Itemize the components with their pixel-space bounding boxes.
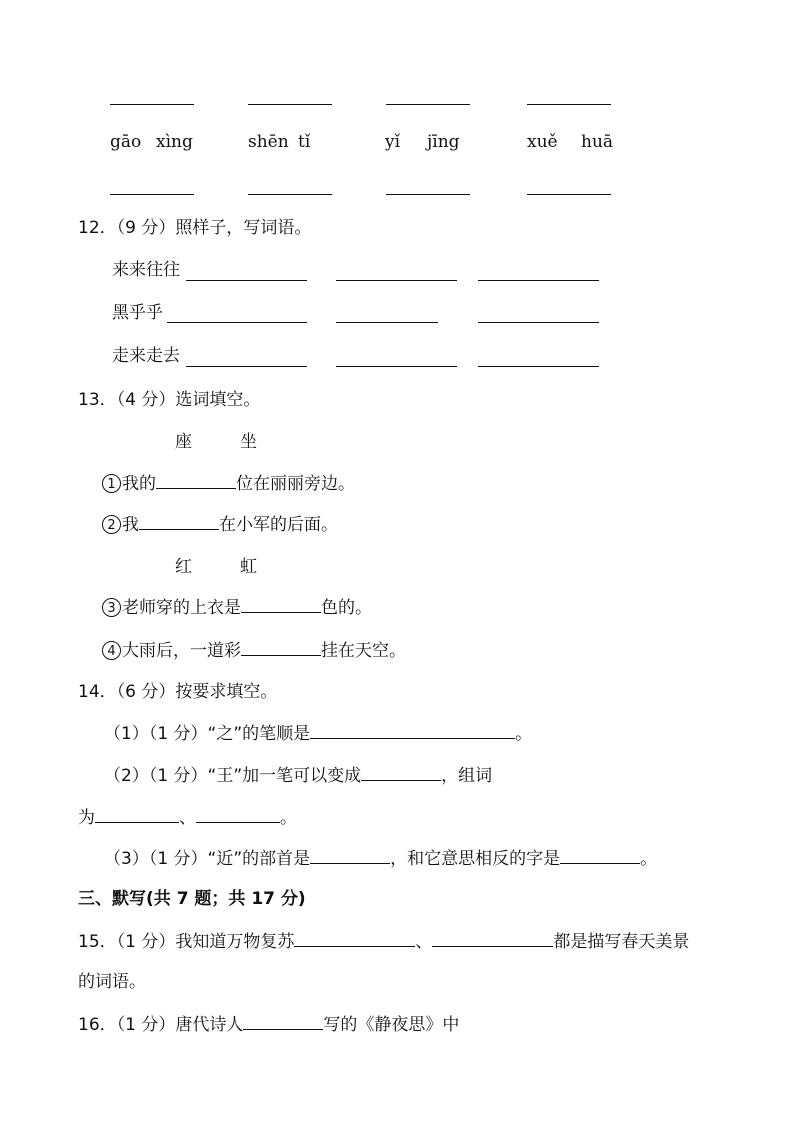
fill-item-4: 4 大雨后，一道彩 挂在天空。 <box>102 638 406 663</box>
pinyin-1-a: gāo <box>110 132 142 152</box>
answer-blank-top-1[interactable] <box>110 104 194 105</box>
question-number: 16． <box>78 1015 117 1035</box>
question-number: 14． <box>78 682 117 702</box>
sub-question-2: （2）（1 分）“王”加一笔可以变成 ，组词 <box>104 763 492 788</box>
answer-blank-pinyin-4[interactable] <box>527 194 611 195</box>
pinyin-2-b: tǐ <box>298 132 311 152</box>
answer-blank[interactable] <box>167 322 307 323</box>
question-score: （9 分） <box>116 218 176 238</box>
pinyin-4-a: xuě <box>527 132 558 152</box>
answer-blank[interactable] <box>243 1012 323 1030</box>
question-score: （1 分） <box>116 932 176 952</box>
answer-blank[interactable] <box>241 638 321 656</box>
example-word-3: 走来走去 <box>112 346 180 366</box>
answer-blank-top-2[interactable] <box>248 104 332 105</box>
word-choice: 座 <box>175 432 192 452</box>
question-14-heading <box>78 680 277 704</box>
question-score: （1 分） <box>116 1015 176 1035</box>
answer-blank[interactable] <box>336 322 438 323</box>
answer-blank[interactable] <box>361 763 441 781</box>
answer-blank[interactable] <box>241 595 321 613</box>
pinyin-3-b: jīng <box>427 132 460 152</box>
question-15: 15．（1 分）我知道万物复苏 、 都是描写春天美景 <box>78 929 689 954</box>
pinyin-2-a: shēn <box>248 132 289 152</box>
answer-blank-top-4[interactable] <box>527 104 611 105</box>
pinyin-1-b: xìng <box>156 132 193 152</box>
question-13-heading <box>78 388 260 412</box>
fill-item-1: 1 我的 位在丽丽旁边。 <box>102 471 355 496</box>
question-prompt: 按要求填空。 <box>175 682 278 702</box>
example-word-1: 来来往往 <box>112 260 180 280</box>
sub-question-3: （3）（1 分）“近”的部首是 ，和它意思相反的字是 。 <box>104 846 657 871</box>
fill-item-2: 2 我 在小军的后面。 <box>102 512 338 537</box>
answer-blank[interactable] <box>186 280 307 281</box>
question-number: 15． <box>78 932 117 952</box>
question-16: 16．（1 分）唐代诗人 写的《静夜思》中 <box>78 1012 459 1037</box>
section-title: 三、默写(共 7 题；共 17 分) <box>78 889 306 909</box>
word-choice: 坐 <box>240 432 257 452</box>
answer-blank-pinyin-3[interactable] <box>386 194 470 195</box>
circled-number: 4 <box>102 641 121 660</box>
example-word-2: 黑乎乎 <box>112 303 163 323</box>
question-prompt: 照样子，写词语。 <box>175 218 312 238</box>
answer-blank[interactable] <box>294 929 415 947</box>
pinyin-3-a: yǐ <box>385 132 401 152</box>
question-15-continued: 的词语。 <box>78 972 146 992</box>
answer-blank[interactable] <box>310 846 390 864</box>
pinyin-4-b: huā <box>581 132 614 152</box>
answer-blank[interactable] <box>95 805 179 823</box>
sub-question-1: （1）（1 分）“之”的笔顺是 。 <box>104 721 532 746</box>
answer-blank[interactable] <box>139 512 219 530</box>
answer-blank[interactable] <box>560 846 640 864</box>
question-prompt: 选词填空。 <box>175 390 261 410</box>
answer-blank-pinyin-1[interactable] <box>110 194 194 195</box>
answer-blank[interactable] <box>478 322 599 323</box>
answer-blank[interactable] <box>186 366 307 367</box>
answer-blank-pinyin-2[interactable] <box>248 194 332 195</box>
answer-blank[interactable] <box>336 366 457 367</box>
word-choice: 红 <box>175 557 192 577</box>
answer-blank-top-3[interactable] <box>386 104 470 105</box>
answer-blank[interactable] <box>478 280 599 281</box>
answer-blank[interactable] <box>156 471 236 489</box>
answer-blank[interactable] <box>432 929 553 947</box>
question-number: 13． <box>78 390 117 410</box>
word-choice: 虹 <box>240 557 257 577</box>
sub-question-2-continued: 为 、 。 <box>78 805 297 830</box>
circled-number: 3 <box>102 598 121 617</box>
circled-number: 2 <box>102 515 121 534</box>
fill-item-3: 3 老师穿的上衣是 色的。 <box>102 595 372 620</box>
question-12-heading <box>78 216 311 240</box>
question-score: （6 分） <box>116 682 176 702</box>
circled-number: 1 <box>102 474 121 493</box>
question-score: （4 分） <box>116 390 176 410</box>
answer-blank[interactable] <box>336 280 457 281</box>
question-number: 12． <box>78 218 117 238</box>
answer-blank[interactable] <box>478 366 599 367</box>
answer-blank[interactable] <box>196 805 280 823</box>
answer-blank[interactable] <box>310 721 515 739</box>
